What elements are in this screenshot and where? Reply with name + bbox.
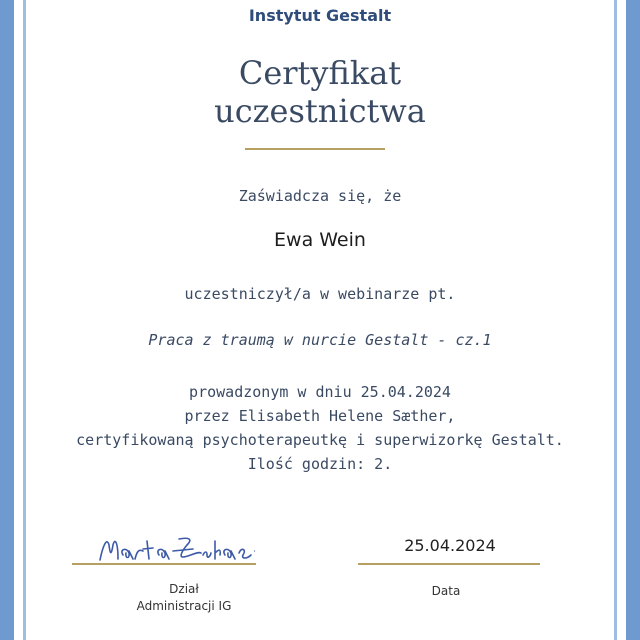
details-block [40,380,600,476]
date-caption: Data [431,584,461,598]
signature-text: Marta Łukaszek [55,515,62,516]
participant-name: Ewa Wein [274,229,366,251]
date-value: 25.04.2024 [404,536,496,555]
title-divider [245,148,385,150]
signature-image [55,515,255,575]
certificate-title [40,54,600,130]
date-line [358,563,540,565]
details-line: certyfikowaną psychoterapeutkę i superwizorkę Gestalt. [76,431,564,449]
signature-caption [104,581,264,615]
title-line-2: uczestnictwa [214,92,426,130]
signature-line [72,563,256,565]
signature-caption-line-1: Dział [169,582,199,596]
participation-text: uczestniczył/a w webinarze pt. [184,285,456,303]
title-line-1: Certyfikat [238,54,402,92]
intro-text: Zaświadcza się, że [238,187,402,205]
details-line: przez Elisabeth Helene Sæther, [184,407,456,425]
details-line: prowadzonym w dniu 25.04.2024 [189,383,451,401]
organization-name: Instytut Gestalt [248,6,392,25]
webinar-title: Praca z traumą w nurcie Gestalt - cz.1 [148,331,492,349]
signature-caption-line-2: Administracji IG [136,599,232,613]
details-line: Ilość godzin: 2. [247,455,393,473]
